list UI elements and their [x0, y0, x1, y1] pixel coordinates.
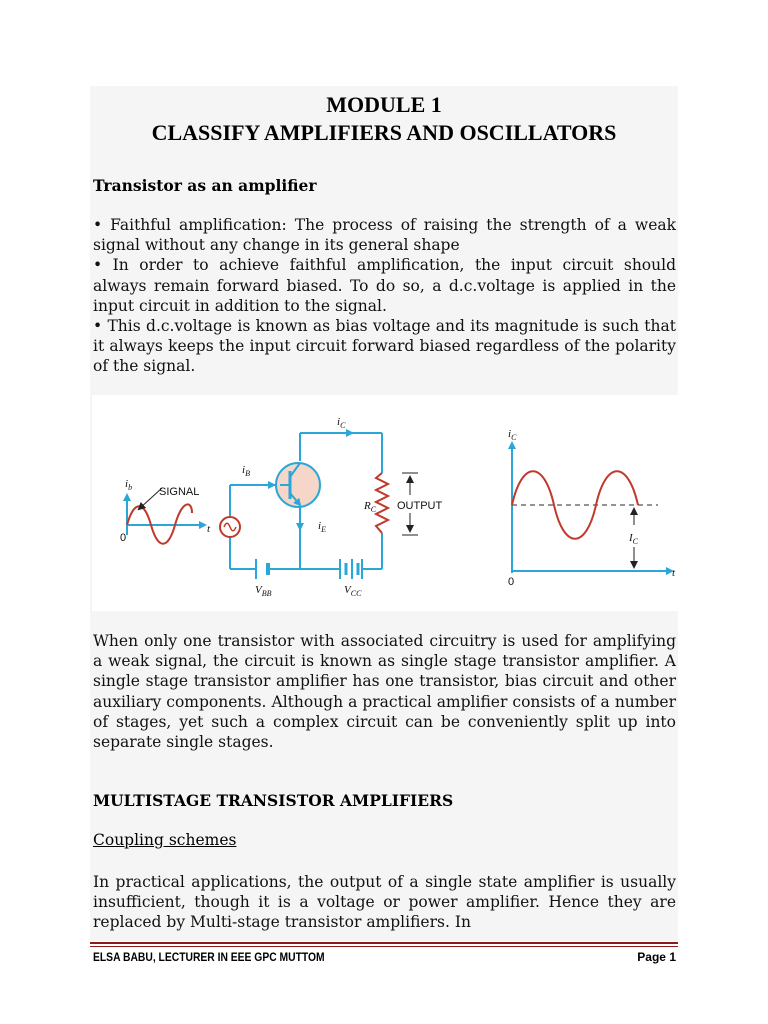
- transistor-symbol: [276, 463, 320, 507]
- iE-label: $i_E$: [318, 520, 326, 534]
- rc-label: $R_C$: [364, 500, 377, 514]
- section-heading-coupling-schemes: Coupling schemes: [93, 831, 237, 849]
- ac-source-symbol: [220, 517, 240, 537]
- paragraph-single-stage: When only one transistor with associated circuitry is used for amplifying a weak signal, the circuit is known as single stage transistor amplifier. A single stage transistor amplifier has one transistor, bias circuit and other auxiliary components. Although a practical amplifier consists of a number of stages, yet such a complex circuit can be conveniently split up into separate single stages.: [93, 632, 676, 752]
- footer-page-number: Page 1: [637, 950, 676, 964]
- iB-label: $i_B$: [242, 464, 250, 478]
- output-label: OUTPUT: [397, 500, 443, 512]
- section-heading-multistage: MULTISTAGE TRANSISTOR AMPLIFIERS: [93, 791, 454, 810]
- input-t-label: t: [207, 523, 211, 535]
- graph-t-label: t: [672, 567, 676, 579]
- bullet-item: • In order to achieve faithful amplification, the input circuit should always remain forward biased. To do so, a d.c.voltage is applied in the input circuit in addition to the signal.: [93, 256, 676, 315]
- bullet-item: • Faithful amplification: The process of raising the strength of a weak signal without any change in its general shape: [93, 216, 676, 255]
- iC-label: $i_C$: [337, 416, 346, 430]
- footer-author: ELSA BABU, LECTURER IN EEE GPC MUTTOM: [93, 950, 325, 964]
- resistor-rc-symbol: [376, 473, 388, 533]
- paragraph-multistage-intro: In practical applications, the output of a single state amplifier is usually insufficient, though it is a voltage or power amplifier. Hence they are replaced by Multi-stage transistor amplifiers. In: [93, 873, 676, 932]
- footer-divider: [90, 942, 678, 944]
- footer-divider-thin: [90, 946, 678, 947]
- section-heading-transistor-amplifier: Transistor as an amplifier: [93, 176, 317, 195]
- ib-label: $i_b$: [125, 478, 133, 492]
- bullet-item: • This d.c.voltage is known as bias voltage and its magnitude is such that it always keeps the input circuit forward biased regardless of the polarity of the signal.: [93, 317, 676, 376]
- vcc-battery-symbol: [340, 559, 362, 579]
- graph-Ic-label: $I_C$: [629, 532, 639, 546]
- signal-label: SIGNAL: [159, 486, 200, 498]
- module-subtitle: CLASSIFY AMPLIFIERS AND OSCILLATORS: [151, 120, 617, 145]
- output-current-plot: [512, 443, 672, 573]
- bullet-list: [93, 215, 676, 377]
- input-zero-label: 0: [120, 532, 127, 544]
- graph-ic-label: $i_C$: [508, 428, 517, 442]
- vcc-label: $V_{CC}$: [344, 584, 362, 598]
- vbb-battery-symbol: [256, 559, 268, 579]
- amplifier-circuit-figure: [92, 395, 678, 611]
- circuit-diagram: [92, 395, 678, 611]
- vbb-label: $V_{BB}$: [255, 584, 272, 598]
- graph-zero-label: 0: [508, 576, 515, 588]
- module-title: MODULE 1: [326, 92, 442, 117]
